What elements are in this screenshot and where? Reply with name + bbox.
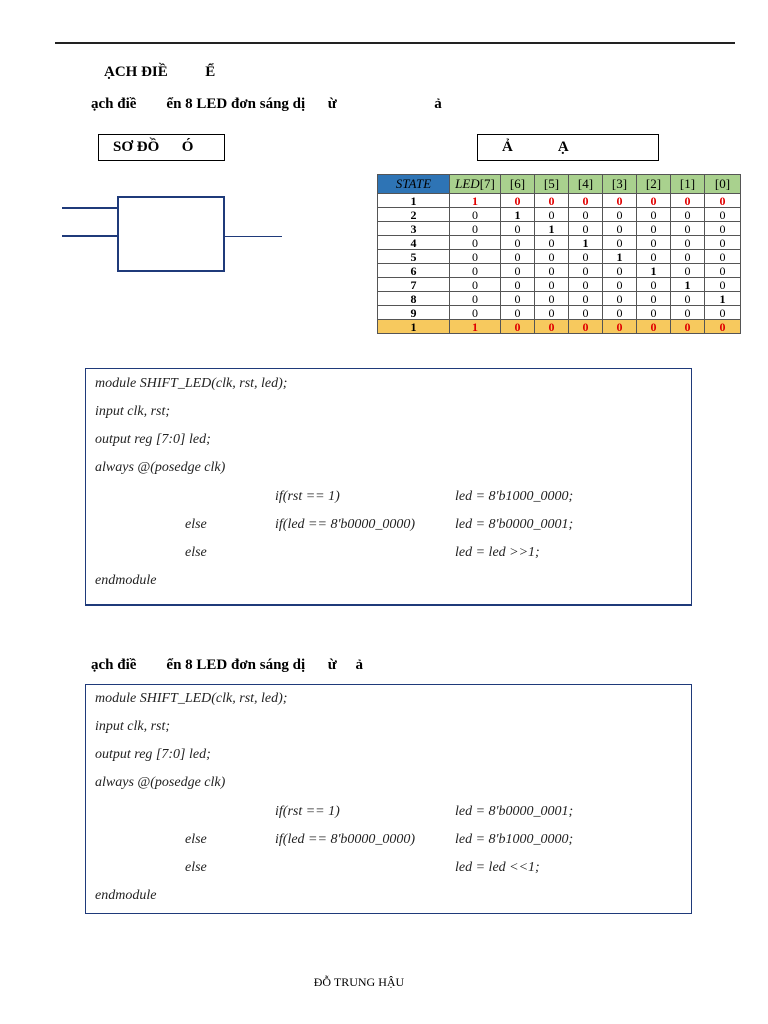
led-cell: 1 (450, 194, 501, 208)
led-cell: 0 (705, 250, 741, 264)
code-line: if(led == 8'b0000_0000) (275, 517, 416, 532)
led-cell: 0 (569, 250, 603, 264)
led-cell: 0 (705, 306, 741, 320)
diagram-label-box: SƠ ĐỒ Ó (98, 134, 225, 161)
led-cell: 0 (671, 320, 705, 334)
table-row (378, 250, 741, 264)
section-title: ẠCH ĐIỀ Ể (104, 64, 216, 80)
table-row (378, 320, 741, 334)
led-cell: 1 (569, 236, 603, 250)
led-cell: 0 (637, 194, 671, 208)
led-cell: 0 (705, 320, 741, 334)
code-line: if(rst == 1) (275, 804, 340, 819)
shift-led-block (117, 196, 225, 272)
led-cell: 0 (705, 236, 741, 250)
led-cell: 0 (637, 278, 671, 292)
led-cell: 0 (535, 264, 569, 278)
header-led1: [1] (671, 175, 705, 194)
code-line: led = 8'b1000_0000; (455, 489, 574, 504)
led-cell: 1 (501, 208, 535, 222)
led-cell: 0 (603, 306, 637, 320)
header-led5: [5] (535, 175, 569, 194)
state-cell: 5 (378, 250, 450, 264)
code-line: module SHIFT_LED(clk, rst, led); (95, 691, 288, 706)
table-row (378, 278, 741, 292)
led-cell: 0 (501, 292, 535, 306)
led-cell: 0 (450, 278, 501, 292)
led-cell: 0 (535, 236, 569, 250)
led-cell: 1 (705, 292, 741, 306)
header-led7: LED[7] (450, 175, 501, 194)
led-cell: 0 (501, 278, 535, 292)
led-cell: 0 (671, 250, 705, 264)
led-cell: 0 (637, 250, 671, 264)
subsection-title: ạch điề ển 8 LED đơn sáng dị ừ ả (91, 96, 442, 112)
led-cell: 0 (535, 320, 569, 334)
code-line: else (185, 517, 207, 532)
code-line: always @(posedge clk) (95, 460, 226, 475)
table-label-box: Ả Ạ (477, 134, 659, 161)
led-cell: 0 (637, 292, 671, 306)
led-cell: 0 (450, 306, 501, 320)
led-cell: 0 (501, 320, 535, 334)
state-table (377, 174, 741, 334)
led-cell: 0 (535, 292, 569, 306)
led-cell: 0 (705, 208, 741, 222)
led-cell: 0 (450, 292, 501, 306)
table-row (378, 264, 741, 278)
led-cell: 1 (603, 250, 637, 264)
led-cell: 0 (603, 236, 637, 250)
led-cell: 0 (705, 278, 741, 292)
table-row (378, 306, 741, 320)
led-cell: 0 (603, 278, 637, 292)
led-cell: 0 (671, 194, 705, 208)
led-cell: 0 (603, 222, 637, 236)
led-cell: 0 (603, 194, 637, 208)
led-cell: 0 (501, 222, 535, 236)
code-line: input clk, rst; (95, 719, 171, 734)
code-block-shift-left (85, 684, 692, 914)
led-cell: 0 (450, 222, 501, 236)
subsection-title-2: ạch điề ển 8 LED đơn sáng dị ừ ả (91, 657, 363, 673)
led-cell: 0 (501, 236, 535, 250)
state-cell: 6 (378, 264, 450, 278)
led-cell: 0 (501, 306, 535, 320)
header-led0: [0] (705, 175, 741, 194)
led-cell: 1 (671, 278, 705, 292)
code-line: output reg [7:0] led; (95, 747, 211, 762)
code-line: endmodule (95, 888, 157, 903)
code-line: else (185, 545, 207, 560)
led-cell: 1 (535, 222, 569, 236)
led-cell: 0 (637, 320, 671, 334)
code-line: input clk, rst; (95, 404, 171, 419)
led-cell: 0 (501, 264, 535, 278)
table-row (378, 208, 741, 222)
header-state: STATE (378, 175, 450, 194)
input-wire-clk (62, 207, 118, 209)
led-cell: 0 (705, 194, 741, 208)
led-cell: 0 (705, 264, 741, 278)
state-cell: 3 (378, 222, 450, 236)
footer-author: ĐỖ TRUNG HẬU (313, 975, 405, 989)
code-line: output reg [7:0] led; (95, 432, 211, 447)
led-cell: 0 (569, 194, 603, 208)
code-line: else (185, 860, 207, 875)
table-row (378, 236, 741, 250)
code-block-shift-right (85, 368, 692, 606)
state-cell: 1 (378, 320, 450, 334)
led-cell: 1 (450, 320, 501, 334)
code-line: led = 8'b1000_0000; (455, 832, 574, 847)
led-cell: 0 (705, 222, 741, 236)
led-cell: 0 (671, 306, 705, 320)
led-cell: 0 (501, 250, 535, 264)
header-led3: [3] (603, 175, 637, 194)
led-cell: 0 (603, 292, 637, 306)
table-header-row (378, 175, 741, 194)
led-cell: 0 (637, 236, 671, 250)
led-cell: 0 (569, 208, 603, 222)
led-cell: 0 (450, 236, 501, 250)
led-cell: 0 (450, 208, 501, 222)
state-cell: 1 (378, 194, 450, 208)
led-cell: 0 (671, 208, 705, 222)
table-row (378, 292, 741, 306)
output-wire-led (225, 236, 282, 237)
led-cell: 0 (535, 250, 569, 264)
table-row (378, 222, 741, 236)
code-line: else (185, 832, 207, 847)
state-cell: 2 (378, 208, 450, 222)
led-cell: 0 (637, 306, 671, 320)
state-cell: 4 (378, 236, 450, 250)
state-cell: 9 (378, 306, 450, 320)
top-rule (55, 42, 735, 44)
led-cell: 0 (501, 194, 535, 208)
led-cell: 0 (569, 264, 603, 278)
led-cell: 0 (637, 222, 671, 236)
header-led2: [2] (637, 175, 671, 194)
led-cell: 0 (603, 264, 637, 278)
led-cell: 1 (637, 264, 671, 278)
led-cell: 0 (671, 236, 705, 250)
code-line: led = 8'b0000_0001; (455, 517, 574, 532)
led-cell: 0 (603, 320, 637, 334)
led-cell: 0 (569, 278, 603, 292)
led-cell: 0 (637, 208, 671, 222)
led-cell: 0 (671, 292, 705, 306)
code-line: led = led <<1; (455, 860, 540, 875)
input-wire-rst (62, 235, 118, 237)
led-cell: 0 (535, 194, 569, 208)
led-cell: 0 (569, 320, 603, 334)
state-cell: 8 (378, 292, 450, 306)
table-row (378, 194, 741, 208)
code-line: module SHIFT_LED(clk, rst, led); (95, 376, 288, 391)
led-cell: 0 (535, 208, 569, 222)
led-cell: 0 (671, 222, 705, 236)
header-led6: [6] (501, 175, 535, 194)
led-cell: 0 (535, 306, 569, 320)
led-cell: 0 (569, 292, 603, 306)
code-line: led = led >>1; (455, 545, 540, 560)
led-cell: 0 (450, 250, 501, 264)
led-cell: 0 (603, 208, 637, 222)
led-cell: 0 (450, 264, 501, 278)
code-line: always @(posedge clk) (95, 775, 226, 790)
code-line: led = 8'b0000_0001; (455, 804, 574, 819)
header-led4: [4] (569, 175, 603, 194)
code-line: endmodule (95, 573, 157, 588)
led-cell: 0 (671, 264, 705, 278)
state-cell: 7 (378, 278, 450, 292)
led-cell: 0 (535, 278, 569, 292)
code-line: if(rst == 1) (275, 489, 340, 504)
led-cell: 0 (569, 222, 603, 236)
led-cell: 0 (569, 306, 603, 320)
code-line: if(led == 8'b0000_0000) (275, 832, 416, 847)
